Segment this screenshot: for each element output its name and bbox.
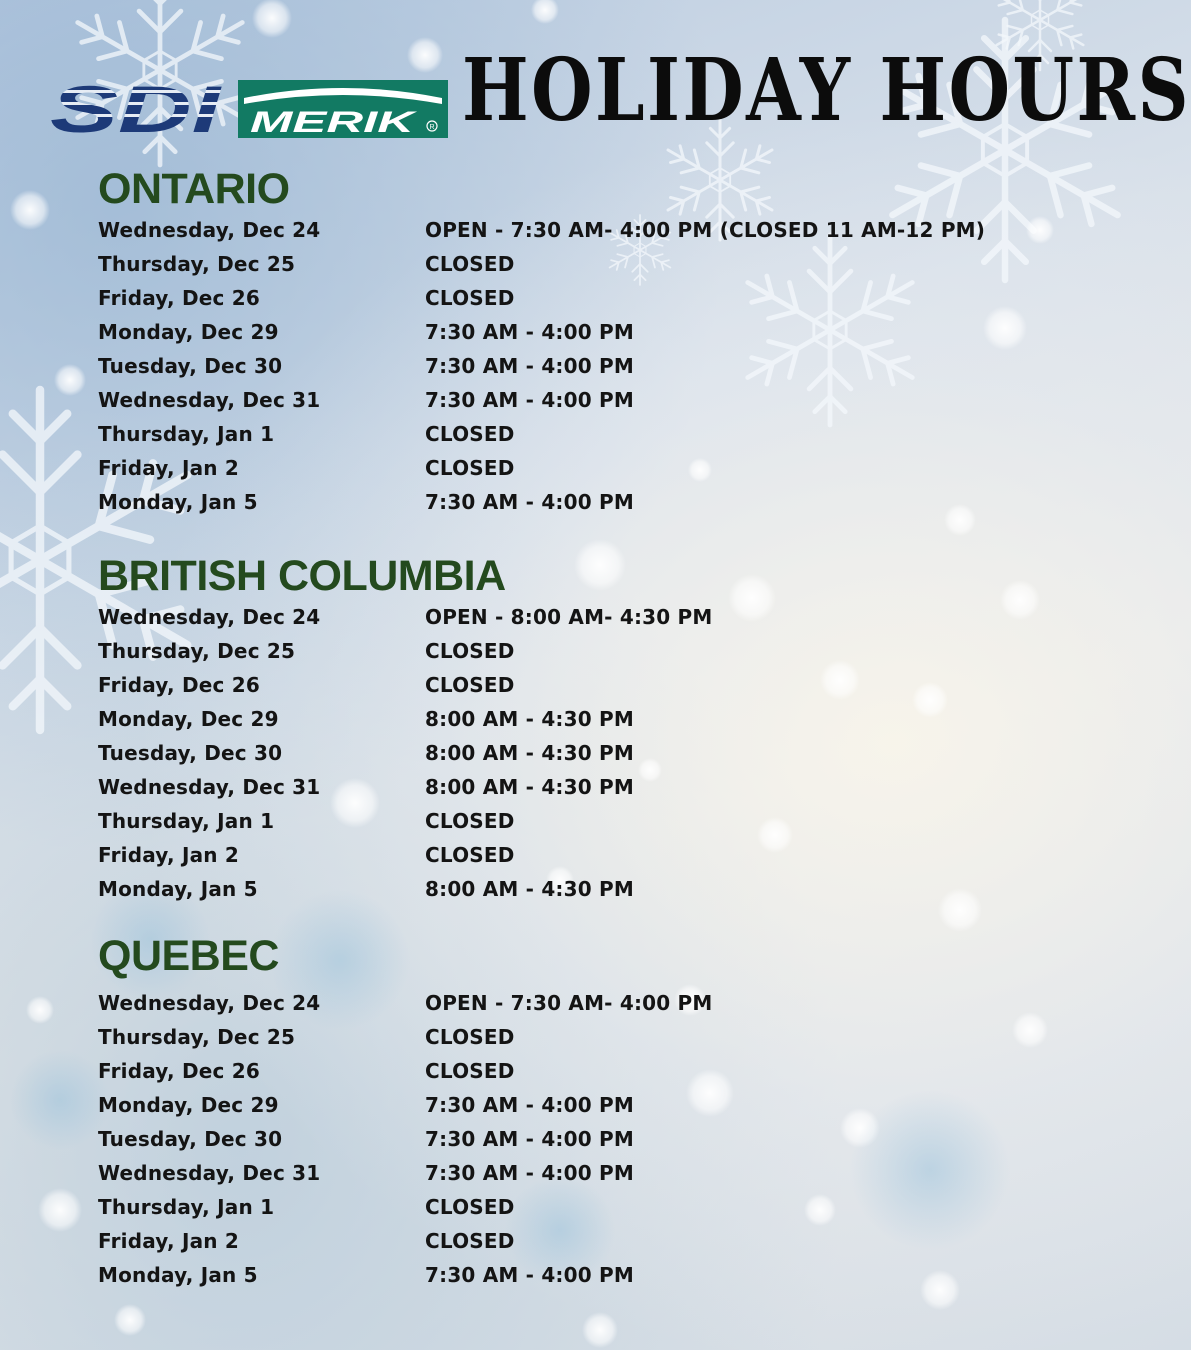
hours-value: 7:30 AM - 4:00 PM	[425, 490, 634, 514]
hours-row	[98, 1156, 1058, 1190]
day-label: Thursday, Dec 25	[98, 252, 296, 276]
day-label: Monday, Jan 5	[98, 1263, 258, 1287]
day-label: Tuesday, Dec 30	[98, 354, 283, 378]
hours-row	[98, 247, 1058, 281]
hours-row	[98, 383, 1058, 417]
hours-row	[98, 702, 1058, 736]
hours-value: 8:00 AM - 4:30 PM	[425, 707, 634, 731]
hours-value: 7:30 AM - 4:00 PM	[425, 320, 634, 344]
day-label: Monday, Dec 29	[98, 707, 279, 731]
day-label: Wednesday, Dec 24	[98, 218, 321, 242]
region-quebec	[98, 932, 1058, 1292]
day-label: Friday, Dec 26	[98, 673, 260, 697]
day-label: Friday, Jan 2	[98, 1229, 239, 1253]
hours-value: CLOSED	[425, 1025, 515, 1049]
day-label: Friday, Dec 26	[98, 286, 260, 310]
hours-value: CLOSED	[425, 843, 515, 867]
hours-value: 7:30 AM - 4:00 PM	[425, 1263, 634, 1287]
svg-text:MERIK: MERIK	[250, 106, 418, 139]
merik-logo	[238, 80, 448, 138]
hours-value: OPEN - 8:00 AM- 4:30 PM	[425, 605, 713, 629]
hours-row	[98, 804, 1058, 838]
svg-text:R: R	[429, 124, 435, 131]
day-label: Tuesday, Dec 30	[98, 741, 283, 765]
hours-value: CLOSED	[425, 639, 515, 663]
hours-list	[98, 600, 1058, 906]
sdi-logo	[48, 76, 224, 140]
hours-row	[98, 872, 1058, 906]
day-label: Wednesday, Dec 31	[98, 388, 321, 412]
hours-row	[98, 417, 1058, 451]
hours-value: OPEN - 7:30 AM- 4:00 PM (CLOSED 11 AM-12 PM)	[425, 218, 986, 242]
hours-row	[98, 838, 1058, 872]
hours-value: 8:00 AM - 4:30 PM	[425, 877, 634, 901]
day-label: Monday, Dec 29	[98, 1093, 279, 1117]
region-ontario	[98, 165, 1058, 519]
day-label: Thursday, Jan 1	[98, 1195, 275, 1219]
day-label: Monday, Jan 5	[98, 490, 258, 514]
hours-value: CLOSED	[425, 456, 515, 480]
hours-row	[98, 451, 1058, 485]
hours-row	[98, 668, 1058, 702]
hours-row	[98, 634, 1058, 668]
hours-list	[98, 986, 1058, 1292]
hours-row	[98, 1122, 1058, 1156]
day-label: Monday, Jan 5	[98, 877, 258, 901]
hours-value: CLOSED	[425, 1059, 515, 1083]
region-title: BRITISH COLUMBIA	[98, 552, 506, 600]
day-label: Wednesday, Dec 24	[98, 991, 321, 1015]
page-title: HOLIDAY HOURS	[462, 40, 1191, 141]
hours-value: 7:30 AM - 4:00 PM	[425, 1127, 634, 1151]
hours-value: CLOSED	[425, 286, 515, 310]
hours-value: 8:00 AM - 4:30 PM	[425, 775, 634, 799]
hours-value: CLOSED	[425, 673, 515, 697]
day-label: Thursday, Dec 25	[98, 639, 296, 663]
day-label: Monday, Dec 29	[98, 320, 279, 344]
day-label: Wednesday, Dec 24	[98, 605, 321, 629]
hours-row	[98, 213, 1058, 247]
day-label: Thursday, Dec 25	[98, 1025, 296, 1049]
hours-value: 7:30 AM - 4:00 PM	[425, 1093, 634, 1117]
hours-row	[98, 485, 1058, 519]
hours-row	[98, 600, 1058, 634]
region-title: ONTARIO	[98, 165, 290, 213]
day-label: Wednesday, Dec 31	[98, 775, 321, 799]
day-label: Friday, Dec 26	[98, 1059, 260, 1083]
hours-row	[98, 1190, 1058, 1224]
hours-row	[98, 349, 1058, 383]
hours-value: 7:30 AM - 4:00 PM	[425, 1161, 634, 1185]
hours-value: CLOSED	[425, 252, 515, 276]
hours-row	[98, 1088, 1058, 1122]
hours-value: CLOSED	[425, 422, 515, 446]
region-title: QUEBEC	[98, 932, 279, 980]
hours-row	[98, 1054, 1058, 1088]
hours-row	[98, 281, 1058, 315]
hours-row	[98, 1020, 1058, 1054]
hours-value: 8:00 AM - 4:30 PM	[425, 741, 634, 765]
day-label: Thursday, Jan 1	[98, 809, 275, 833]
hours-value: OPEN - 7:30 AM- 4:00 PM	[425, 991, 713, 1015]
hours-row	[98, 1224, 1058, 1258]
hours-value: CLOSED	[425, 1195, 515, 1219]
hours-row	[98, 770, 1058, 804]
hours-value: CLOSED	[425, 1229, 515, 1253]
hours-row	[98, 315, 1058, 349]
day-label: Thursday, Jan 1	[98, 422, 275, 446]
hours-value: CLOSED	[425, 809, 515, 833]
hours-row	[98, 986, 1058, 1020]
day-label: Friday, Jan 2	[98, 456, 239, 480]
hours-value: 7:30 AM - 4:00 PM	[425, 354, 634, 378]
hours-value: 7:30 AM - 4:00 PM	[425, 388, 634, 412]
hours-row	[98, 1258, 1058, 1292]
hours-row	[98, 736, 1058, 770]
day-label: Wednesday, Dec 31	[98, 1161, 321, 1185]
hours-list	[98, 213, 1058, 519]
day-label: Friday, Jan 2	[98, 843, 239, 867]
region-british-columbia	[98, 552, 1058, 906]
day-label: Tuesday, Dec 30	[98, 1127, 283, 1151]
